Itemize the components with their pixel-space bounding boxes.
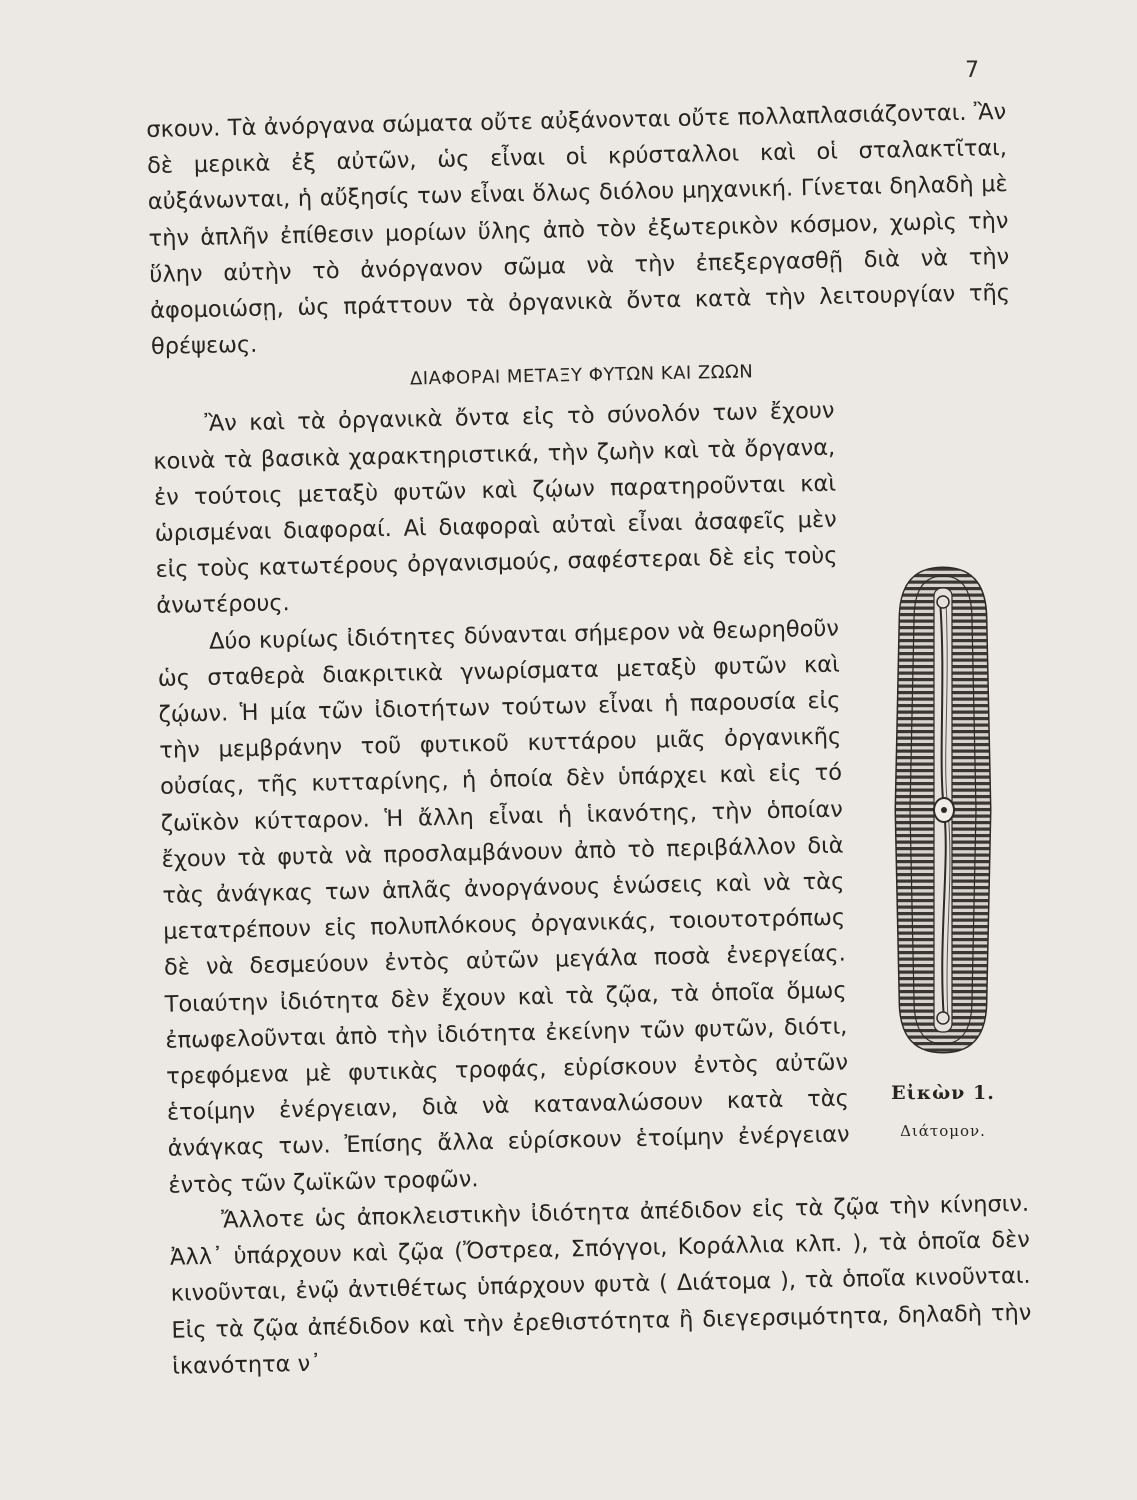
figure-caption-title: Εἰκὼν 1. (891, 1082, 995, 1104)
diatom-figure (858, 560, 1028, 1160)
figure-caption-subtitle: Διάτομον. (900, 1122, 986, 1140)
page-number: 7 (965, 58, 979, 83)
diatom-illustration (858, 560, 1028, 1060)
paragraph-3: Δύο κυρίως ἰδιότητες δύνανται σήμερον νὰ θεωρηθοῦν ὡς σταθερὰ διακριτικὰ γνωρίσματα μεταξὺ φυτῶν καὶ ζῴων. Ἡ μία τῶν ἰδιοτήτων τούτων εἶναι ἡ παρουσία εἰς τὴν μεμβράνην τοῦ φυτικοῦ κυττάρου μιᾶς ὀργανικῆς οὐσίας, τῆς κυτταρίνης, ἡ ὁποία δὲν ὑπάρχει καὶ εἰς τό ζωϊκὸν κύτταρον. Ἡ ἄλλη εἶναι ἡ ἱκανότης, τὴν ὁποίαν ἔχουν τὰ φυτὰ νὰ προσλαμβάνουν ἀπὸ τὸ περιβάλλον διὰ τὰς ἀνάγκας των ἁπλᾶς ἀνοργάνους ἑνώσεις καὶ νὰ τὰς μετατρέπουν εἰς πολυπλόκους ὀργανικάς, τοιουτοτρόπως δὲ νὰ δεσμεύουν ἐντὸς αὐτῶν μεγάλα ποσὰ ἐνεργείας. Τοιαύτην ἰδιότητα δὲν ἔχουν καὶ τὰ ζῷα, τὰ ὁποῖα ὅμως ἐπωφελοῦνται ἀπὸ τὴν ἰδιότητα ἐκείνην τῶν φυτῶν, διότι, τρεφόμενα μὲ φυτικὰς τροφάς, εὑρίσκουν ἐντὸς αὐτῶν ἑτοίμην ἐνέργειαν, διὰ νὰ καταναλώσουν κατὰ τὰς ἀνάγκας των. Ἐπίσης ἄλλα εὑρίσκουν ἑτοίμην ἐνέργειαν ἐντὸς τῶν ζωϊκῶν τροφῶν. (157, 615, 850, 1199)
section-heading: ΔΙΑΦΟΡΑΙ ΜΕΤΑΞΥ ΦΥΤΩΝ ΚΑΙ ΖΩΩΝ (409, 361, 754, 390)
paragraph-1: σκουν. Τὰ ἀνόργανα σώματα οὔτε αὐξάνονται οὔτε πολλαπλασιάζονται. Ἂν δὲ μερικὰ ἐξ αὐτῶν, ὡς εἶναι οἱ κρύσταλλοι καὶ οἱ σταλακτῖται, αὐξάνωνται, ἡ αὔξησίς των εἶναι ὅλως διόλου μηχανική. Γίνεται δηλαδὴ μὲ τὴν ἁπλῆν ἐπίθεσιν μορίων ὕλης ἀπὸ τὸν ἐξωτερικὸν κόσμον, χωρὶς τὴν ὕλην αὐτὴν τὸ ἀνόργανον σῶμα νὰ τὴν ἐπεξεργασθῇ διὰ νὰ τὴν ἀφομοιώσῃ, ὡς πράττουν τὰ ὀργανικὰ ὄντα κατὰ τὴν λειτουργίαν τῆς θρέψεως. (146, 98, 1011, 361)
paragraph-2: Ἂν καὶ τὰ ὀργανικὰ ὄντα εἰς τὸ σύνολόν των ἔχουν κοινὰ τὰ βασικὰ χαρακτηριστικά, τὴν ζωὴν καὶ τὰ ὄργανα, ἐν τούτοις μεταξὺ φυτῶν καὶ ζῴων παρατηροῦνται καὶ ὡρισμέναι διαφοραί. Αἱ διαφοραὶ αὐταὶ εἶναι ἀσαφεῖς μὲν εἰς τοὺς κατωτέρους ὀργανισμούς, σαφέστεραι δὲ εἰς τοὺς ἀνωτέρους. (152, 389, 1016, 624)
paragraph-4: Ἄλλοτε ὡς ἀποκλειστικὴν ἰδιότητα ἀπέδιδον εἰς τὰ ζῷα τὴν κίνησιν. Ἀλλ᾽ ὑπάρχουν καὶ ζῷα (Ὄστρεα, Σπόγγοι, Κοράλλια κλπ. ), τὰ ὁποῖα δὲν κινοῦνται, ἐνῷ ἀντιθέτως ὑπάρχουν φυτὰ ( Διάτομα ), τὰ ὁποῖα κινοῦνται. Εἰς τὰ ζῷα ἀπέδιδον καὶ τὴν ἐρεθιστότητα ἢ διεγερσιμότητα, δηλαδὴ τὴν ἱκανότητα ν᾽ (169, 1190, 1032, 1380)
